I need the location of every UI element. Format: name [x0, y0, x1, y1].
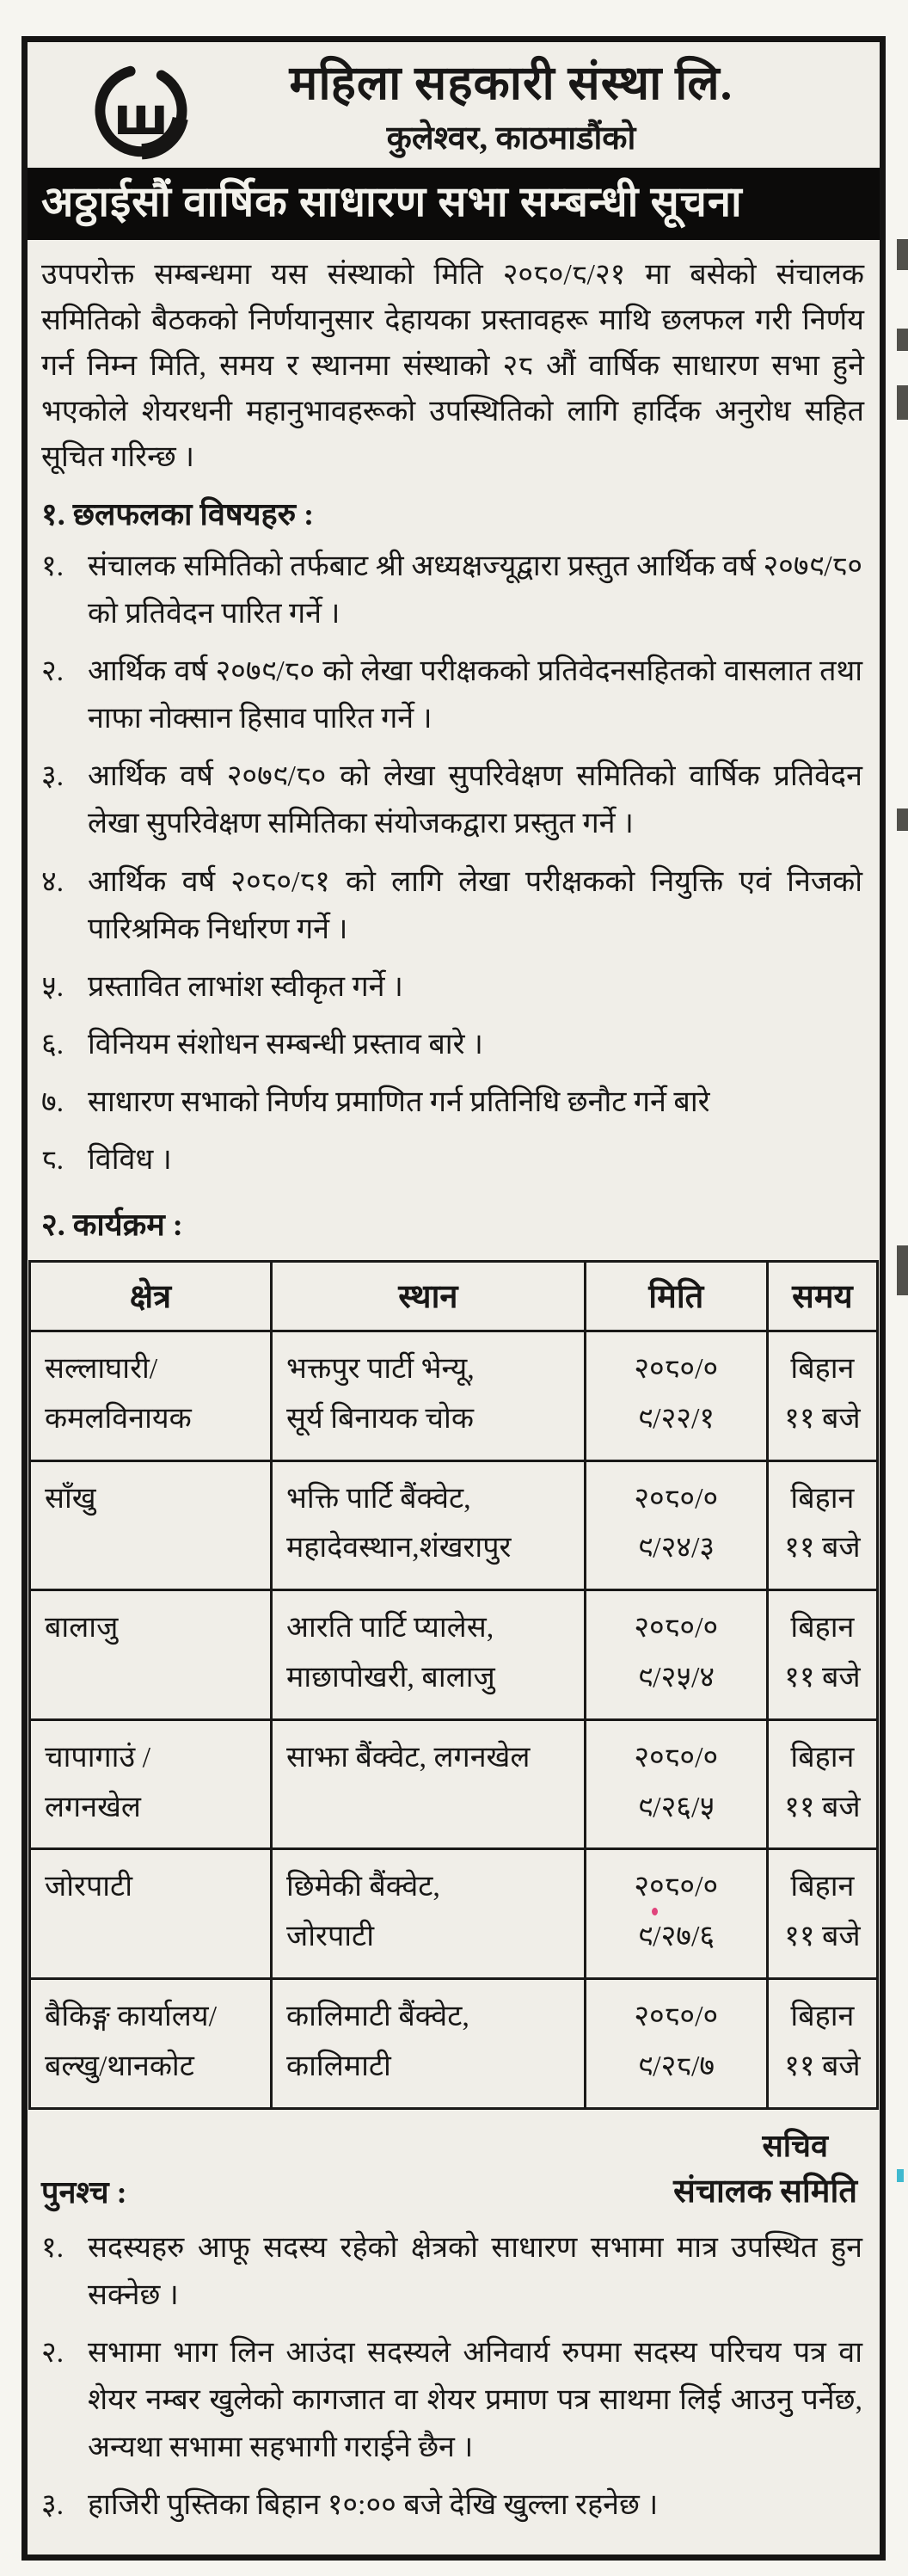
table-row: [30, 1331, 878, 1460]
scan-artifact-mark: [897, 385, 908, 420]
venue-cell: [272, 1331, 586, 1460]
agenda-item: [41, 648, 866, 742]
note-number: २.: [41, 2336, 64, 2369]
cell-line: जोरपाटी: [45, 1871, 132, 1903]
cell-line: सूर्य बिनायक चोक: [286, 1402, 474, 1435]
agenda-list: [28, 536, 880, 1183]
note-text: हाजिरी पुस्तिका बिहान १०:०० बजे देखि खुल्ला रहनेछ ।: [88, 2488, 659, 2521]
agenda-item-number: ८.: [41, 1143, 64, 1176]
note-number: ३.: [41, 2488, 64, 2521]
cell-line: बिहान: [790, 1612, 855, 1645]
agenda-item-text: विनियम संशोधन सम्बन्धी प्रस्ताव बारे ।: [88, 1028, 483, 1061]
cell-line: बिहान: [790, 1482, 855, 1515]
notice-title-banner: अठ्ठाईसौं वार्षिक साधारण सभा सम्बन्धी सूचना: [28, 168, 880, 240]
cell-line: सल्लाघारी/: [45, 1352, 158, 1385]
org-address: कुलेश्वर, काठमाडौंको: [386, 120, 636, 157]
cell-line: बिहान: [790, 1871, 855, 1903]
date-cell: [585, 1978, 767, 2108]
cell-line: बालाजु: [45, 1612, 119, 1645]
area-cell: [30, 1849, 272, 1979]
table-row: [30, 1460, 878, 1590]
venue-cell: [272, 1590, 586, 1720]
agenda-item-text: आर्थिक वर्ष २०८०/८१ को लागि लेखा परीक्षकको नियुक्ति एवं निजको पारिश्रमिक निर्धारण गर्ने ।: [88, 865, 862, 945]
note-number: १.: [41, 2231, 64, 2264]
org-name: महिला सहकारी संस्था लि.: [289, 57, 733, 110]
cell-line: बिहान: [790, 2000, 855, 2032]
venue-cell: [272, 1460, 586, 1590]
agenda-item: [41, 543, 866, 637]
cell-line: ११ बजे: [784, 1791, 861, 1823]
area-cell: [30, 1978, 272, 2108]
signature-block: [762, 2124, 828, 2166]
date-cell: [585, 1590, 767, 1720]
date-cell: [585, 1460, 767, 1590]
cell-line: ९/२२/१: [637, 1402, 715, 1435]
postscript-note: [41, 2329, 866, 2471]
svg-text:ш: ш: [113, 87, 169, 148]
cell-line: २०८०/०: [634, 1871, 719, 1903]
womens-cooperative-logo-icon: [69, 52, 213, 163]
agenda-item-text: साधारण सभाको निर्णय प्रमाणित गर्न प्रतिनिधि छनौट गर्ने बारे: [88, 1085, 710, 1118]
table-header-row: [30, 1261, 878, 1331]
postscript-signature-row: [28, 2166, 880, 2212]
postscript-note: [41, 2224, 866, 2319]
agenda-item-text: विविध ।: [88, 1143, 172, 1176]
cell-line: ९/२७/६: [637, 1921, 715, 1953]
cell-line: बल्खु/थानकोट: [45, 2050, 194, 2082]
agenda-item-number: ४.: [41, 865, 64, 898]
time-cell: [767, 1978, 877, 2108]
agenda-item: [41, 963, 866, 1011]
date-cell: [585, 1719, 767, 1849]
agenda-item-number: ६.: [41, 1028, 64, 1061]
cell-line: छिमेकी बैंक्वेट,: [286, 1871, 440, 1903]
time-cell: [767, 1719, 877, 1849]
cell-line: ११ बजे: [784, 1532, 861, 1565]
venue-cell: [272, 1719, 586, 1849]
cell-line: ११ बजे: [784, 2050, 861, 2082]
cell-line: बैकिङ्ग कार्यालय/: [45, 2000, 218, 2032]
scan-artifact-mark: [897, 329, 908, 351]
cell-line: लगनखेल: [45, 1791, 141, 1823]
program-heading: २. कार्यक्रम :: [41, 1207, 183, 1242]
postscript-heading: पुनश्च :: [41, 2174, 127, 2210]
scan-artifact-mark: [897, 808, 908, 831]
signature-role: सचिव: [762, 2128, 828, 2163]
cell-line: चापागाउं /: [45, 1741, 151, 1774]
cell-line: ९/२८/७: [637, 2050, 715, 2082]
program-table: [28, 1260, 879, 2110]
area-cell: [30, 1331, 272, 1460]
column-header-venue: स्थान: [272, 1261, 586, 1331]
cell-line: ९/२६/५: [637, 1791, 715, 1823]
cell-line: भक्ति पार्टि बैंक्वेट,: [286, 1482, 471, 1515]
scan-artifact-dot: [652, 1908, 658, 1915]
cell-line: ११ बजे: [784, 1402, 861, 1435]
table-row: [30, 1978, 878, 2108]
column-header-time: समय: [767, 1261, 877, 1331]
column-header-area: क्षेत्र: [30, 1261, 272, 1331]
agenda-item-number: २.: [41, 655, 64, 688]
cell-line: ९/२५/४: [637, 1661, 715, 1694]
cell-line: कालिमाटी बैंक्वेट,: [286, 2000, 469, 2032]
intro-paragraph: उपपरोक्त सम्बन्धमा यस संस्थाको मिति २०८०/८/२१ मा बसेको संचालक समितिको बैठकको निर्णयानुसार देहायका प्रस्तावहरू माथि छलफल गरी निर्णय गर्न निम्न मिति, समय र स्थानमा संस्थाको २८ औं वार्षिक साधारण सभा हुने भएकोले शेयरधनी महानुभावहरूको उपस्थितिको लागि हार्दिक अनुरोध सहित सूचित गरिन्छ ।: [41, 258, 864, 474]
area-cell: [30, 1460, 272, 1590]
table-row: [30, 1849, 878, 1979]
cell-line: ९/२४/३: [637, 1532, 715, 1565]
time-cell: [767, 1460, 877, 1590]
agenda-item: [41, 858, 866, 953]
time-cell: [767, 1590, 877, 1720]
note-text: सभामा भाग लिन आउंदा सदस्यले अनिवार्य रुपमा सदस्य परिचय पत्र वा शेयर नम्बर खुलेको कागजात वा शेयर प्रमाण पत्र साथमा लिई आउनु पर्नेछ, अन्यथा सभामा सहभागी गराईने छैन ।: [88, 2336, 862, 2463]
column-header-date: मिति: [585, 1261, 767, 1331]
date-cell: [585, 1331, 767, 1460]
cell-line: २०८०/०: [634, 1741, 719, 1774]
venue-cell: [272, 1978, 586, 2108]
table-row: [30, 1590, 878, 1720]
agenda-item-number: ३.: [41, 760, 64, 793]
note-text: सदस्यहरु आफू सदस्य रहेको क्षेत्रको साधारण सभामा मात्र उपस्थित हुन सक्नेछ ।: [88, 2231, 862, 2311]
cell-line: आरति पार्टि प्यालेस,: [286, 1612, 494, 1645]
agenda-item-text: संचालक समितिको तर्फबाट श्री अध्यक्षज्यूद्वारा प्रस्तुत आर्थिक वर्ष २०७९/८० को प्रतिवेदन पारित गर्ने ।: [88, 550, 862, 630]
cell-line: महादेवस्थान,शंखरापुर: [286, 1532, 512, 1565]
cell-line: साँखु: [45, 1482, 96, 1515]
agenda-item-text: आर्थिक वर्ष २०७९/८० को लेखा परीक्षकको प्रतिवेदनसहितको वासलात तथा नाफा नोक्सान हिसाव पारित गर्ने ।: [88, 655, 862, 735]
venue-cell: [272, 1849, 586, 1979]
cell-line: कमलविनायक: [45, 1402, 192, 1435]
area-cell: [30, 1590, 272, 1720]
cell-line: २०८०/०: [634, 2000, 719, 2032]
area-cell: [30, 1719, 272, 1849]
scan-artifact-dot: [897, 2169, 904, 2182]
signature-committee: संचालक समिति: [673, 2173, 857, 2210]
table-row: [30, 1719, 878, 1849]
agenda-heading: १. छलफलका विषयहरु :: [41, 497, 315, 532]
postscript-notes-list: [28, 2212, 880, 2554]
agenda-item-text: आर्थिक वर्ष २०७९/८० को लेखा सुपरिवेक्षण समितिको वार्षिक प्रतिवेदन लेखा सुपरिवेक्षण समितिका संयोजकद्वारा प्रस्तुत गर्ने ।: [88, 760, 862, 840]
cell-line: बिहान: [790, 1352, 855, 1385]
cell-line: बिहान: [790, 1741, 855, 1774]
cell-line: माछापोखरी, बालाजु: [286, 1661, 495, 1694]
cell-line: २०८०/०: [634, 1612, 719, 1645]
agenda-item: [41, 1021, 866, 1068]
agenda-item-text: प्रस्तावित लाभांश स्वीकृत गर्ने ।: [88, 970, 403, 1003]
header-text-block: [213, 56, 861, 158]
cell-line: भक्तपुर पार्टी भेन्यू,: [286, 1352, 475, 1385]
cell-line: ११ बजे: [784, 1921, 861, 1953]
cell-line: ११ बजे: [784, 1661, 861, 1694]
time-cell: [767, 1331, 877, 1460]
notice-document: [21, 36, 886, 2561]
scan-artifact-mark: [897, 1245, 908, 1295]
time-cell: [767, 1849, 877, 1979]
agenda-item-number: ७.: [41, 1085, 64, 1118]
agenda-item: [41, 1136, 866, 1183]
cell-line: २०८०/०: [634, 1352, 719, 1385]
cell-line: २०८०/०: [634, 1482, 719, 1515]
cell-line: कालिमाटी: [286, 2050, 391, 2082]
agenda-item-number: १.: [41, 550, 64, 583]
date-cell: [585, 1849, 767, 1979]
document-header: [28, 42, 880, 168]
cell-line: जोरपाटी: [286, 1921, 374, 1953]
scan-artifact-mark: [897, 239, 908, 270]
postscript-note: [41, 2481, 866, 2529]
agenda-item: [41, 753, 866, 847]
agenda-item: [41, 1079, 866, 1126]
cell-line: साझा बैंक्वेट, लगनखेल: [286, 1741, 531, 1774]
signature-area: [28, 2110, 880, 2166]
agenda-item-number: ५.: [41, 970, 64, 1003]
